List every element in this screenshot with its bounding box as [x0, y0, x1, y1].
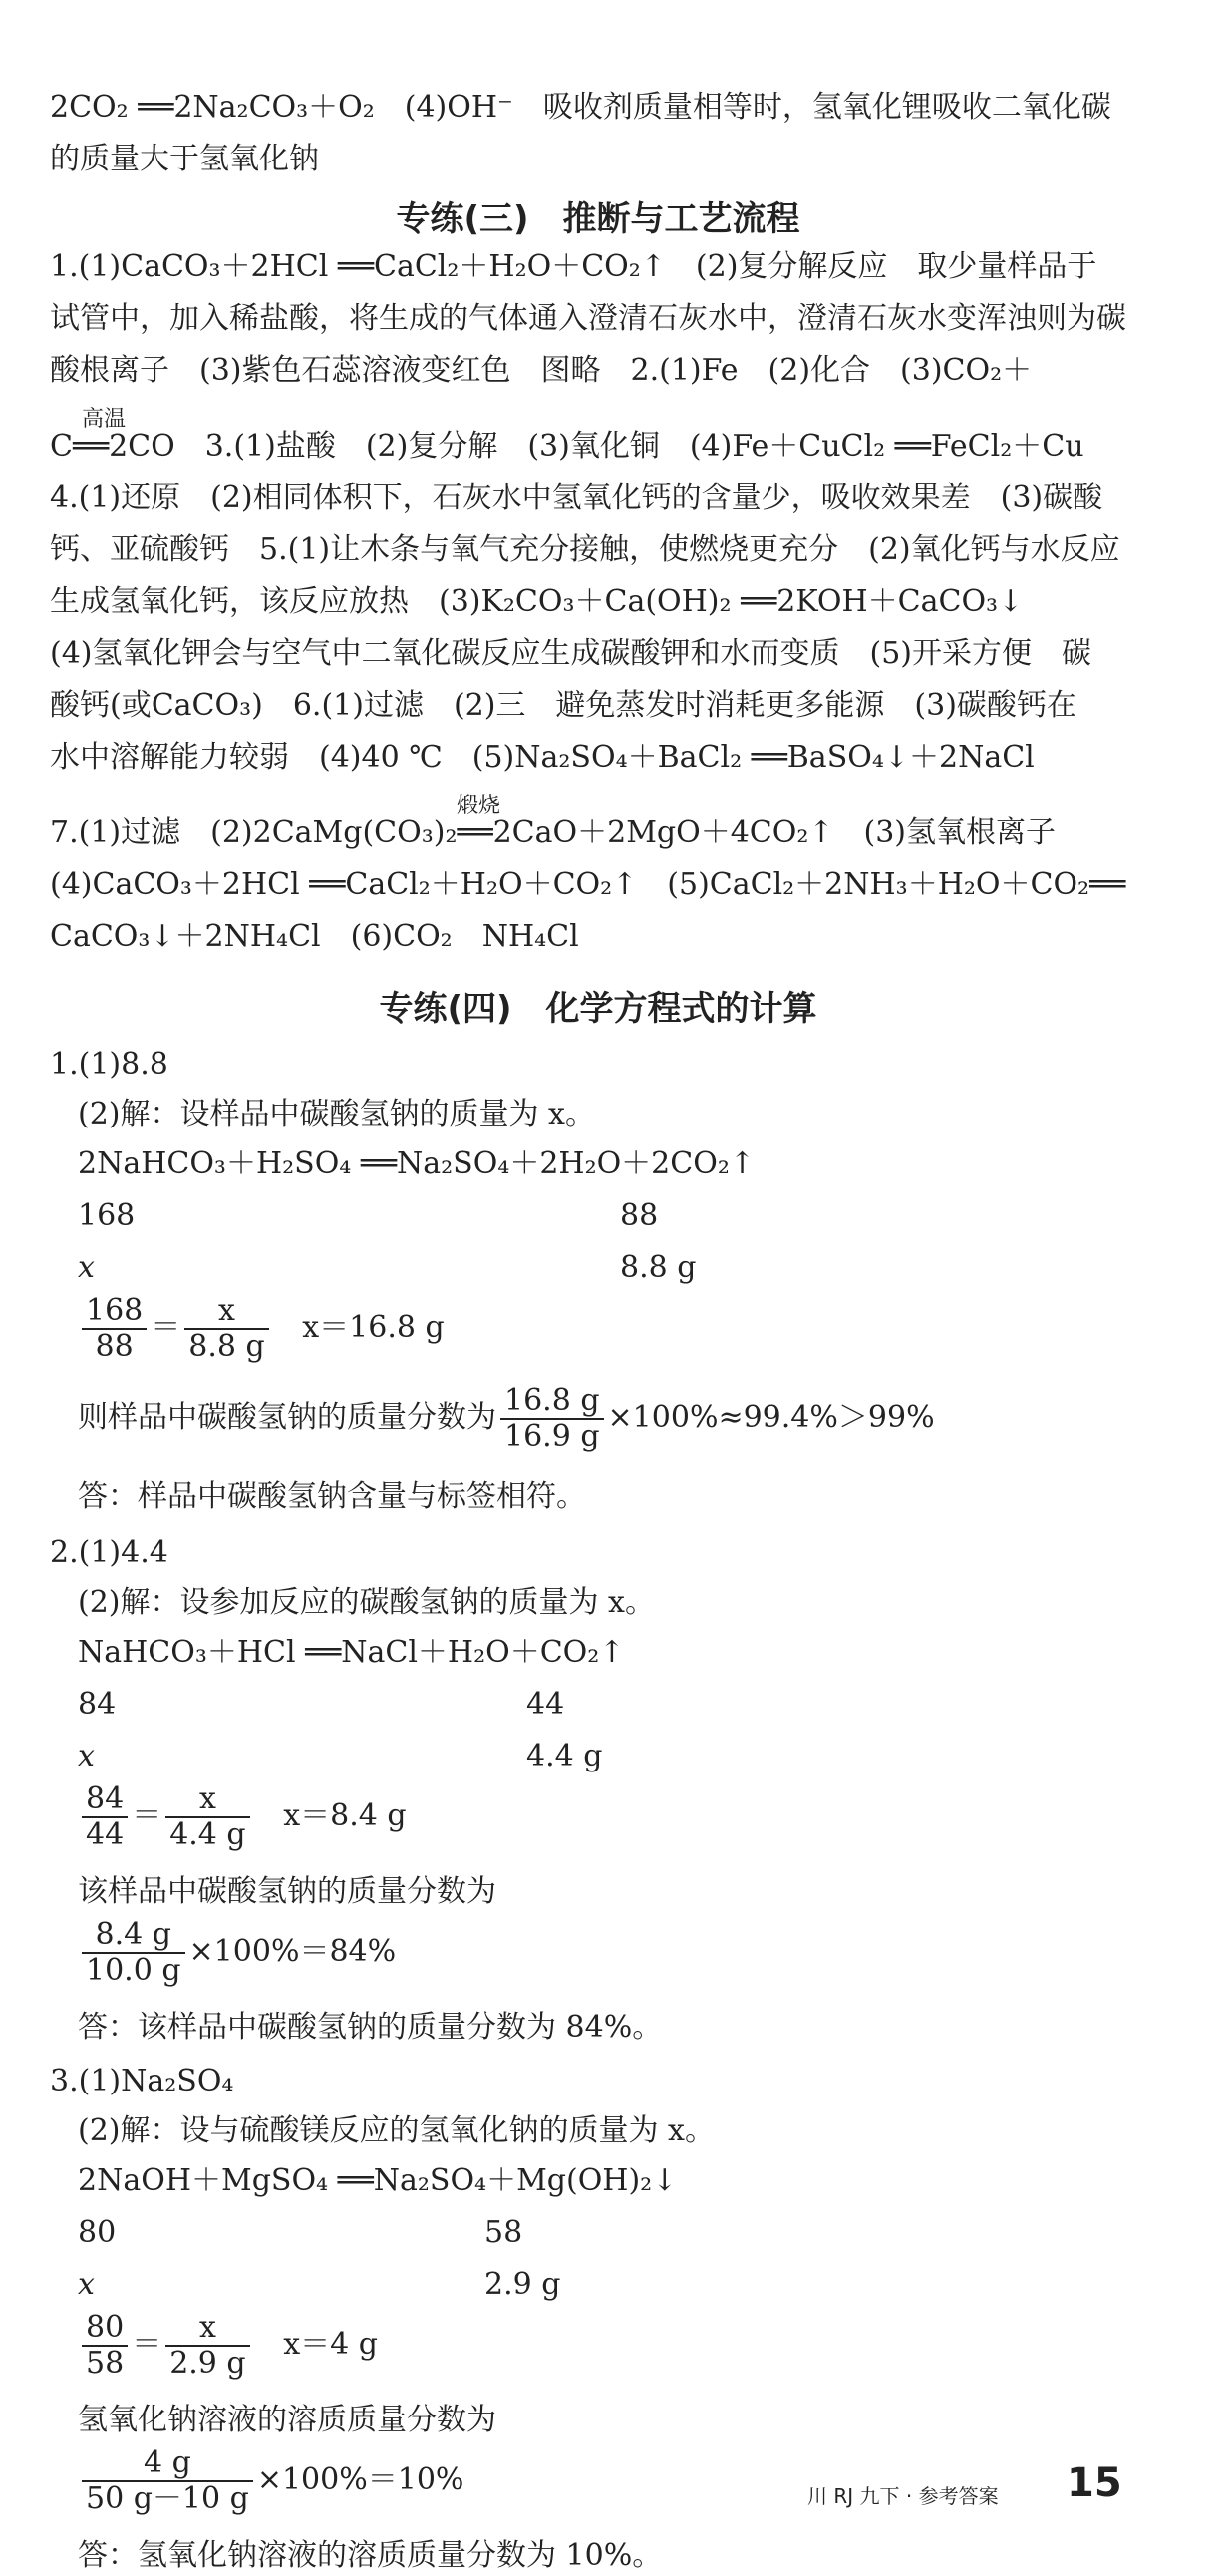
text-line: 氢氧化钠溶液的溶质质量分数为 [78, 2403, 496, 2437]
page-number: 15 [1067, 2460, 1122, 2506]
fraction: $\frac{4 g}{50 g-10 g}$ [82, 2446, 253, 2516]
question-line: 3.(1)Na₂SO₄ [50, 2064, 234, 2098]
percent-line: $\frac{8.4 g}{10.0 g}$ ×100%＝84% [78, 1918, 396, 1988]
text-line: (2)解：设与硫酸镁反应的氢氧化钠的质量为 x。 [78, 2113, 715, 2148]
ratio-value: 2.9 g [484, 2267, 561, 2302]
ratio-value: 80 [78, 2215, 117, 2250]
answer-line: 答：样品中碳酸氢钠含量与标签相符。 [78, 1479, 586, 1514]
text-line: 水中溶解能力较弱 (4)40 ℃ (5)Na₂SO₄＋BaCl₂ ══BaSO₄↓＋2NaCl [50, 740, 1035, 775]
text-line: 酸根离子 (3)紫色石蕊溶液变红色 图略 2.(1)Fe (2)化合 (3)CO₂＋ [50, 353, 1033, 388]
fraction: $\frac{x}{8.8 g}$ [184, 1294, 268, 1364]
question-line: 1.(1)8.8 [50, 1047, 168, 1082]
ratio-value: 4.4 g [526, 1739, 603, 1773]
section-title: 专练(四) 化学方程式的计算 [379, 989, 817, 1029]
fraction: $\frac{x}{4.4 g}$ [165, 1782, 249, 1852]
equation: 2NaOH＋MgSO₄ ══Na₂SO₄＋Mg(OH)₂↓ [78, 2163, 678, 2198]
text-line: 7.(1)过滤 (2)2CaMg(CO₃)₂══2CaO＋2MgO＋4CO₂↑ (3)氢氧根离子 [50, 815, 1057, 850]
fraction: $\frac{16.8 g}{16.9 g}$ [500, 1384, 604, 1453]
text-line: 1.(1)CaCO₃＋2HCl ══CaCl₂＋H₂O＋CO₂↑ (2)复分解反应 取少量样品于 [50, 249, 1097, 284]
ratio-value: 168 [78, 1198, 136, 1233]
proportion: $\frac{168}{88}$ ＝ $\frac{x}{8.8 g}$ x＝16.8 g [78, 1294, 445, 1364]
fraction: $\frac{84}{44}$ [82, 1782, 128, 1852]
ratio-value: 84 [78, 1687, 117, 1722]
text-line: 2CO₂ ══2Na₂CO₃＋O₂ (4)OH⁻ 吸收剂质量相等时，氢氧化锂吸收二氧化碳 [50, 90, 1111, 125]
ratio-value: 58 [484, 2215, 523, 2250]
equation: NaHCO₃＋HCl ══NaCl＋H₂O＋CO₂↑ [78, 1635, 625, 1670]
answer-line: 答：氢氧化钠溶液的溶质质量分数为 10%。 [78, 2538, 663, 2573]
text-line: 该样品中碳酸氢钠的质量分数为 [78, 1874, 496, 1909]
text-line: 4.(1)还原 (2)相同体积下，石灰水中氢氧化钙的含量少，吸收效果差 (3)碳酸 [50, 481, 1103, 515]
text-line: (4)CaCO₃＋2HCl ══CaCl₂＋H₂O＋CO₂↑ (5)CaCl₂＋2NH₃＋H₂O＋CO₂══ [50, 867, 1126, 902]
text-line: C══2CO 3.(1)盐酸 (2)复分解 (3)氧化铜 (4)Fe＋CuCl₂ ══FeCl₂＋Cu [50, 429, 1084, 464]
text-line: 钙、亚硫酸钙 5.(1)让木条与氧气充分接触，使燃烧更充分 (2)氧化钙与水反应 [50, 532, 1120, 567]
fraction: $\frac{80}{58}$ [82, 2311, 128, 2381]
text-line: 的质量大于氢氧化钠 [50, 142, 319, 176]
equation: 2NaHCO₃＋H₂SO₄ ══Na₂SO₄＋2H₂O＋2CO₂↑ [78, 1146, 755, 1181]
proportion: $\frac{80}{58}$ ＝ $\frac{x}{2.9 g}$ x＝4 g [78, 2311, 378, 2381]
ratio-value: x [78, 2267, 95, 2302]
ratio-value: x [78, 1250, 95, 1285]
answer-line: 答：该样品中碳酸氢钠的质量分数为 84%。 [78, 2010, 663, 2045]
text-line: 酸钙(或CaCO₃) 6.(1)过滤 (2)三 避免蒸发时消耗更多能源 (3)碳酸钙在 [50, 688, 1076, 723]
ratio-value: 44 [526, 1687, 565, 1722]
condition-label: 煅烧 [457, 794, 501, 818]
text-line: (4)氢氧化钾会与空气中二氧化碳反应生成碳酸钾和水而变质 (5)开采方便 碳 [50, 636, 1091, 671]
question-line: 2.(1)4.4 [50, 1535, 168, 1570]
fraction: $\frac{x}{2.9 g}$ [165, 2311, 249, 2381]
ratio-value: x [78, 1739, 95, 1773]
proportion: $\frac{84}{44}$ ＝ $\frac{x}{4.4 g}$ x＝8.4 g [78, 1782, 407, 1852]
condition-label: 高温 [82, 407, 127, 432]
ratio-value: 8.8 g [620, 1250, 697, 1285]
percent-line: 则样品中碳酸氢钠的质量分数为 $\frac{16.8 g}{16.9 g}$ ×100%≈99.4%＞99% [78, 1383, 935, 1453]
text-line: 试管中，加入稀盐酸，将生成的气体通入澄清石灰水中，澄清石灰水变浑浊则为碳 [50, 301, 1126, 336]
text-line: 生成氢氧化钙，该反应放热 (3)K₂CO₃＋Ca(OH)₂ ══2KOH＋CaCO₃↓ [50, 584, 1024, 619]
percent-line: $\frac{4 g}{50 g-10 g}$ ×100%＝10% [78, 2446, 463, 2516]
section-title: 专练(三) 推断与工艺流程 [396, 199, 800, 239]
text-line: (2)解：设样品中碳酸氢钠的质量为 x。 [78, 1097, 595, 1131]
fraction: $\frac{8.4 g}{10.0 g}$ [82, 1918, 185, 1988]
text-line: CaCO₃↓＋2NH₄Cl (6)CO₂ NH₄Cl [50, 919, 579, 954]
text-line: (2)解：设参加反应的碳酸氢钠的质量为 x。 [78, 1585, 655, 1620]
ratio-value: 88 [620, 1198, 659, 1233]
footer-label: 川 RJ 九下 · 参考答案 [807, 2484, 999, 2508]
fraction: $\frac{168}{88}$ [82, 1294, 147, 1364]
